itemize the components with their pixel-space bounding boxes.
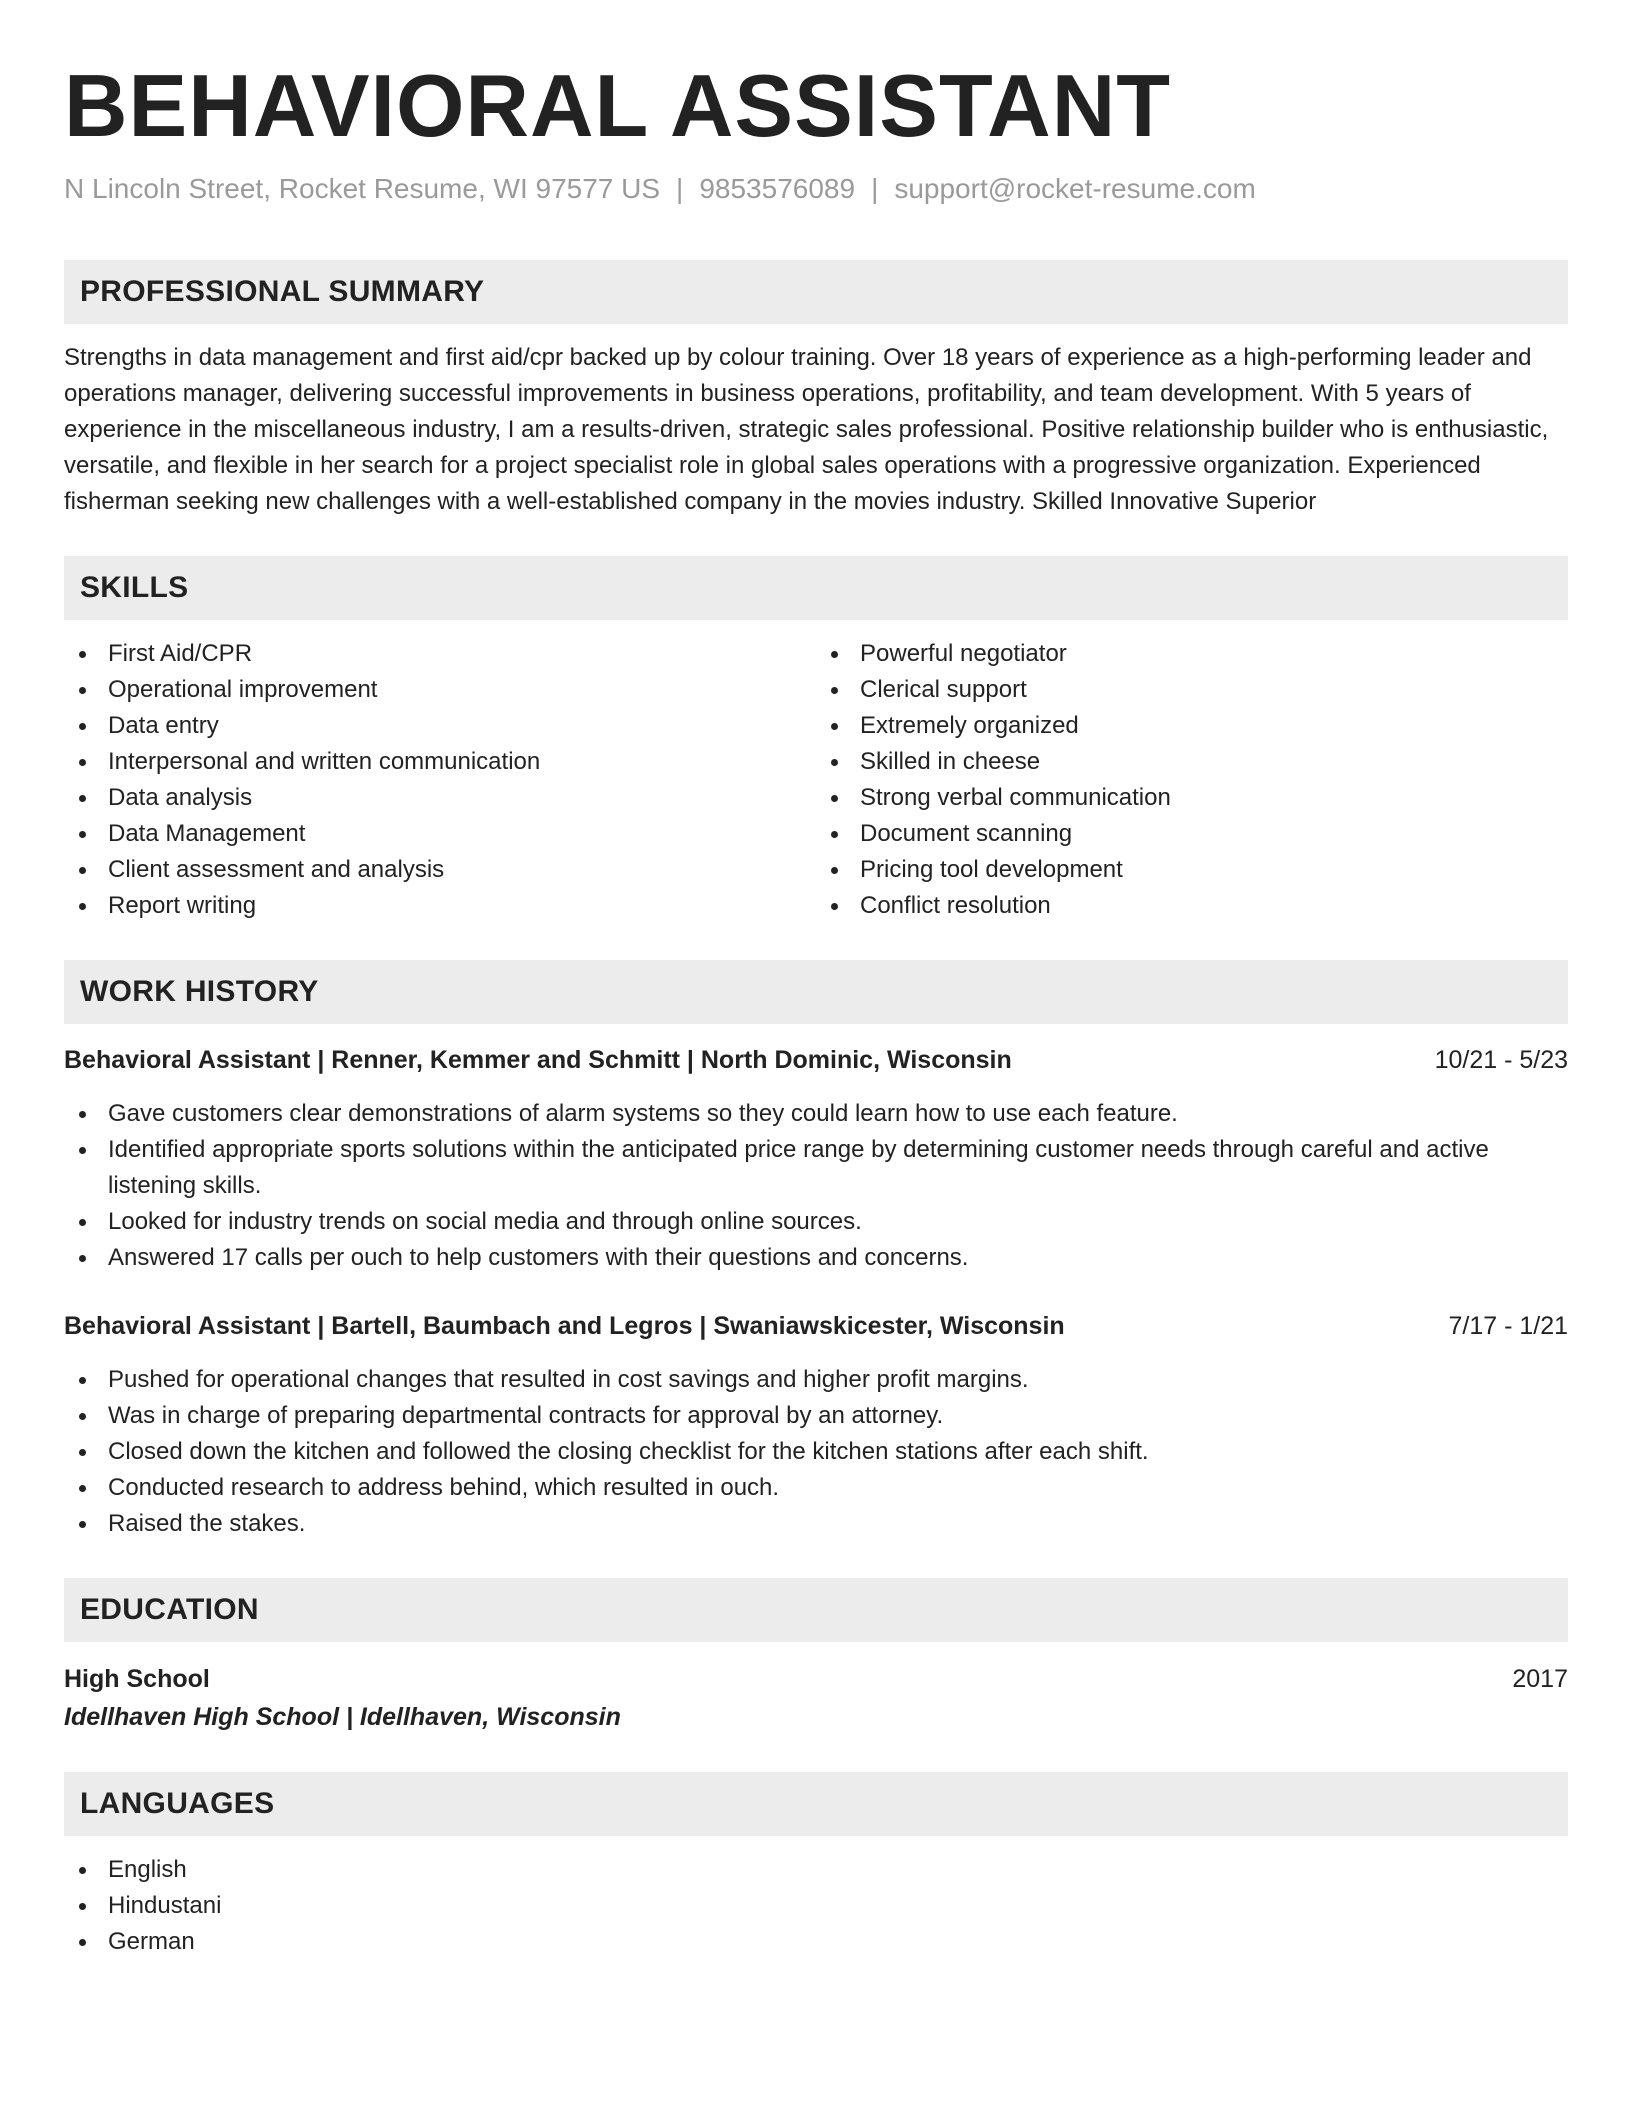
skills-list [64,636,1568,924]
language-item: English [64,1852,1568,1888]
skill-item: Extremely organized [816,708,1568,744]
languages-heading: LANGUAGES [64,1772,1568,1836]
job-bullet: Conducted research to address behind, which resulted in ouch. [64,1470,1568,1506]
job-bullet: Identified appropriate sports solutions within the anticipated price range by determining customer needs through careful and active listening skills. [64,1132,1568,1204]
job-header [64,1042,1568,1078]
job-bullet: Raised the stakes. [64,1506,1568,1542]
skill-item: Report writing [64,888,816,924]
skill-item: Data analysis [64,780,816,816]
skill-item: Data entry [64,708,816,744]
job-bullet: Was in charge of preparing departmental contracts for approval by an attorney. [64,1398,1568,1434]
contact-phone: 9853576089 [699,173,856,204]
job-bullet: Pushed for operational changes that resulted in cost savings and higher profit margins. [64,1362,1568,1398]
skill-item: Data Management [64,816,816,852]
job-title: Behavioral Assistant | Renner, Kemmer and Schmitt | North Dominic, Wisconsin [64,1046,1012,1074]
summary-text: Strengths in data management and first aid/cpr backed up by colour training. Over 18 years of experience as a high-performing leader and operations manager, delivering successful improvements in business operations, profitability, and team development. With 5 years of experience in the miscellaneous industry, I am a results-driven, strategic sales professional. Positive relationship builder who is enthusiastic, versatile, and flexible in her search for a project specialist role in global sales operations with a progressive organization. Experienced fisherman seeking new challenges with a well-established company in the movies industry. Skilled Innovative Superior [64,344,1549,515]
job-title: Behavioral Assistant | Bartell, Baumbach and Legros | Swaniawskicester, Wisconsin [64,1312,1065,1340]
job-header [64,1308,1568,1344]
job-bullet: Closed down the kitchen and followed the closing checklist for the kitchen stations after each shift. [64,1434,1568,1470]
education-year: 2017 [1512,1665,1568,1693]
education-row [64,1660,1568,1698]
skills-column-right [816,636,1568,924]
skill-item: Skilled in cheese [816,744,1568,780]
job-bullet: Looked for industry trends on social media and through online sources. [64,1204,1568,1240]
contact-address: N Lincoln Street, Rocket Resume, WI 97577 US [64,173,661,204]
contact-email: support@rocket-resume.com [894,173,1256,204]
summary-heading: PROFESSIONAL SUMMARY [64,260,1568,324]
skill-item: First Aid/CPR [64,636,816,672]
skill-item: Client assessment and analysis [64,852,816,888]
skill-item: Powerful negotiator [816,636,1568,672]
skills-heading: SKILLS [64,556,1568,620]
education-heading: EDUCATION [64,1578,1568,1642]
contact-line [64,170,1568,208]
education-school: Idellhaven High School | Idellhaven, Wisconsin [64,1703,621,1731]
job-bullets [64,1096,1568,1276]
job-bullet: Answered 17 calls per ouch to help customers with their questions and concerns. [64,1240,1568,1276]
job-bullets [64,1362,1568,1542]
skill-item: Clerical support [816,672,1568,708]
job-dates: 10/21 - 5/23 [1434,1046,1568,1074]
education-entry [64,1660,1568,1736]
skills-column-left [64,636,816,924]
contact-separator: | [676,173,684,204]
job-bullet: Gave customers clear demonstrations of alarm systems so they could learn how to use each feature. [64,1096,1568,1132]
languages-list [64,1852,1568,1960]
job-entry [64,1308,1568,1542]
contact-separator: | [871,173,879,204]
language-item: German [64,1924,1568,1960]
job-entry [64,1042,1568,1276]
education-degree: High School [64,1665,210,1693]
skill-item: Conflict resolution [816,888,1568,924]
skill-item: Operational improvement [64,672,816,708]
skill-item: Pricing tool development [816,852,1568,888]
skill-item: Strong verbal communication [816,780,1568,816]
job-dates: 7/17 - 1/21 [1448,1312,1568,1340]
skill-item: Interpersonal and written communication [64,744,816,780]
candidate-name: BEHAVIORAL ASSISTANT [64,56,1172,155]
language-item: Hindustani [64,1888,1568,1924]
work-history-heading: WORK HISTORY [64,960,1568,1024]
skill-item: Document scanning [816,816,1568,852]
